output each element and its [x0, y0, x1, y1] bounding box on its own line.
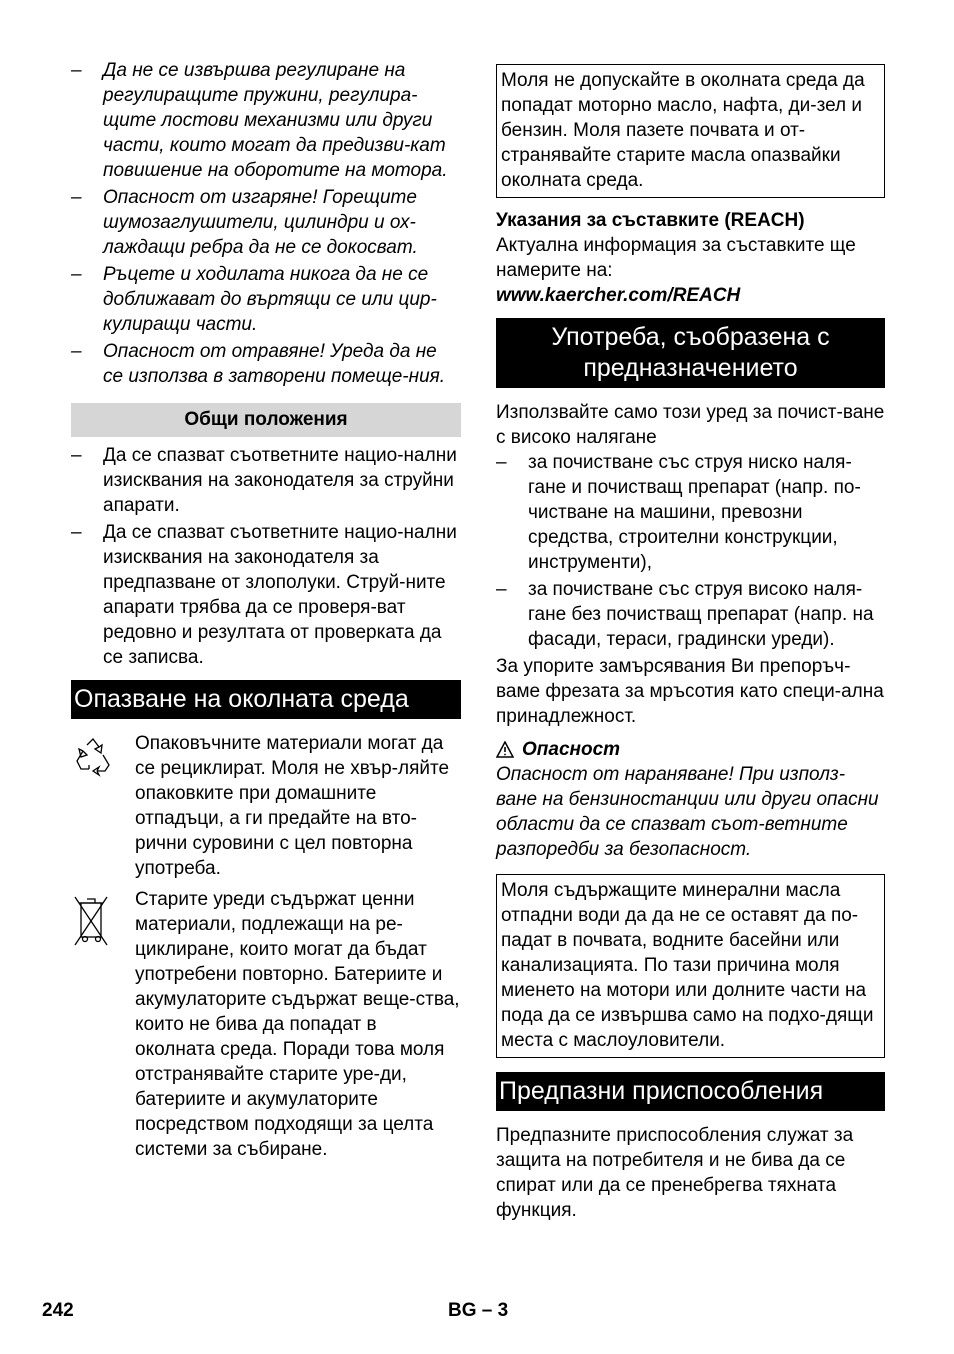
environment-heading: Опазване на околната среда: [71, 680, 461, 719]
mineral-oil-box: [496, 874, 885, 1058]
right-column: [496, 58, 885, 1223]
danger-title: [496, 737, 885, 762]
list-item: – за почистване със струя ниско наля-гане и почистващ препарат (напр. по-чистване на машини, превозни средства, строителни конструкции, инструменти),: [496, 450, 885, 575]
list-item: – Опасност от изгаряне! Горещите шумозаглушители, цилиндри и ох-лаждащи ребра да не се докосват.: [71, 185, 461, 260]
general-heading: Общи положения: [71, 403, 461, 437]
safety-devices-heading: Предпазни приспособления: [496, 1072, 885, 1111]
use-intro: Използвайте само този уред за почист-ване с високо налягане: [496, 402, 885, 448]
intended-use-heading: Употреба, съобразена с предназначението: [496, 318, 885, 388]
reach-heading: Указания за съставките (REACH): [496, 210, 805, 231]
language-page-label: BG – 3: [448, 1300, 509, 1321]
list-item: – Да се спазват съответните нацио-нални изисквания на законодателя за предпазване от злополуки. Струй-ните апарати трябва да се проверя-ват редовно и резултата от проверката да се записва.: [71, 520, 461, 670]
warning-triangle-icon: [496, 741, 514, 758]
reach-text: Актуална информация за съставките ще намерите на:: [496, 235, 856, 281]
list-item: – Опасност от отравяне! Уреда да не се използва в затворени помеще-ния.: [71, 339, 461, 389]
reach-link[interactable]: www.kaercher.com/REACH: [496, 285, 741, 306]
recycle-block: [71, 731, 461, 881]
list-item: – Да не се извършва регулиране на регулиращите пружини, регулира-щите лостови механизми или други части, които могат да предизви-кат повишение на оборотите на мотора.: [71, 58, 461, 183]
list-item: – за почистване със струя високо наля-гане без почистващ препарат (напр. на фасади, тераси, градински уреди).: [496, 577, 885, 652]
danger-title-label: Опасност: [522, 739, 621, 760]
weee-block: [71, 887, 461, 1162]
list-item: – Да се спазват съответните нацио-нални изисквания на законодателя за струйни апарати.: [71, 443, 461, 518]
mineral-oil-text: Моля съдържащите минерални масла отпадни води да да не се оставят да по-падат в почвата, водните басейни или канализацията. По тази причина моля миенето на мотори или долните части на пода да се извършва само на подхо-дящи места с маслоуловители.: [501, 880, 874, 1051]
weee-text: Старите уреди съдържат ценни материали, подлежащи на ре-циклиране, които могат да бъдат употребени повторно. Батериите и акумулаторите съдържат веще-ства, които не бива да попадат в околната среда. Поради това моля отстранявайте старите уре-ди, батериите и акумулаторите посредством подходящи за целта системи за събиране.: [135, 889, 460, 1160]
crossed-bin-icon: [71, 887, 135, 1162]
safety-text: Предпазните приспособления служат за защита на потребителя и не бива да се спират или да се пренебрегва тяхната функция.: [496, 1125, 854, 1221]
intro-warning-list: [71, 58, 461, 389]
left-column: [71, 58, 461, 1168]
general-list: [71, 443, 461, 670]
page-number: 242: [42, 1300, 74, 1321]
danger-text: Опасност от нараняване! При използ-ване на бензиностанции или други опасни области да се спазват съот-ветните разпоредби за безопасност.: [496, 764, 879, 860]
list-item: – Ръцете и ходилата никога да не се доближават до въртящи се или цир-кулиращи части.: [71, 262, 461, 337]
oil-notice-text: Моля не допускайте в околната среда да попадат моторно масло, нафта, ди-зел и бензин. Моля пазете почвата и от-странявайте старите масла опазвайки околната среда.: [501, 70, 865, 191]
recycle-text: Опаковъчните материали могат да се рециклират. Моля не хвър-ляйте опаковките при домашните отпадъци, а ги предайте на вто-рични суровини с цел повторна употреба.: [135, 733, 450, 879]
use-dirt-text: За упорите замърсявания Ви препоръч-ваме фрезата за мръсотия като специ-ална принадлежност.: [496, 656, 884, 727]
use-list: [496, 450, 885, 652]
recycle-icon: [71, 731, 135, 881]
oil-notice-box: [496, 64, 885, 198]
